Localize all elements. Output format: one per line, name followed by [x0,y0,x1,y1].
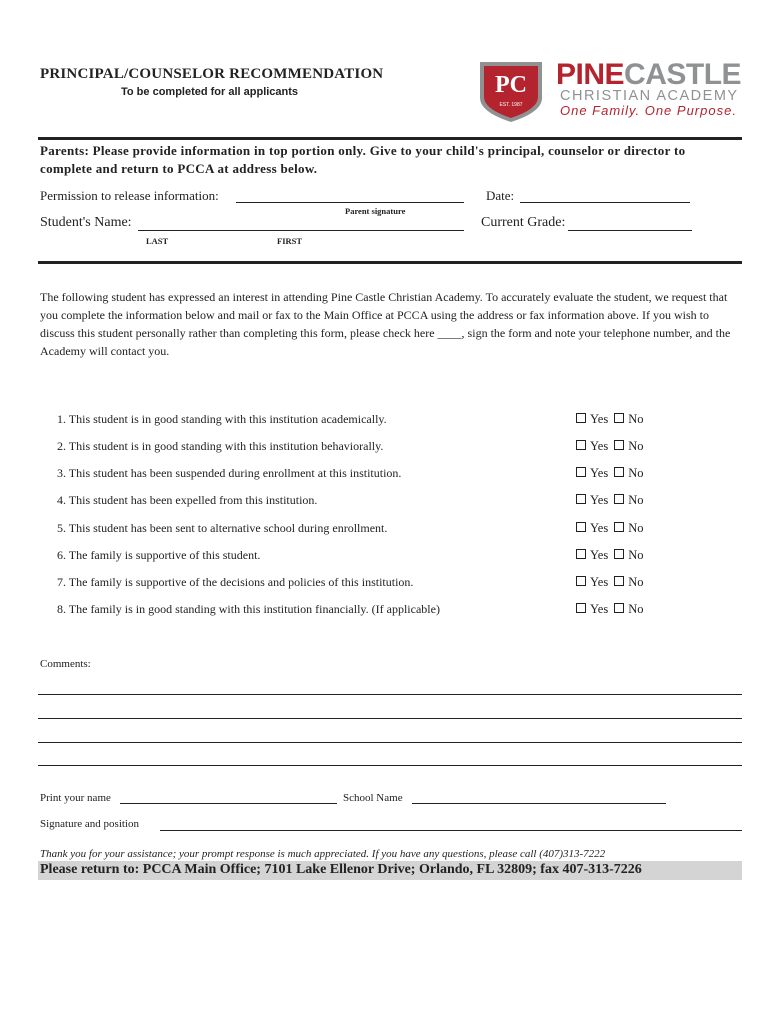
question-8-answer: Yes No [576,602,643,617]
comments-label: Comments: [40,658,91,670]
form-subtitle: To be completed for all applicants [121,86,299,98]
permission-label: Permission to release information: [40,188,219,203]
question-1-answer: Yes No [576,412,643,427]
date-label: Date: [486,188,515,203]
no-checkbox[interactable] [614,440,624,450]
yes-checkbox[interactable] [576,494,586,504]
student-name-field[interactable] [138,216,464,231]
comments-line-2[interactable] [38,718,742,719]
comments-line-1[interactable] [38,694,742,695]
date-field[interactable] [520,189,690,203]
yes-checkbox[interactable] [576,413,586,423]
signature-label: Signature and position [40,818,139,830]
question-3-answer: Yes No [576,466,643,481]
last-name-caption: LAST [146,236,169,246]
question-7: 7. The family is supportive of the decisions and policies of this institution. [57,575,414,589]
school-name-field[interactable] [412,792,666,804]
question-1: 1. This student is in good standing with this institution academically. [57,412,387,426]
question-2-answer: Yes No [576,439,643,454]
question-3: 3. This student has been suspended during enrollment at this institution. [57,466,402,480]
parent-signature-caption: Parent signature [345,206,406,216]
question-5: 5. This student has been sent to alternative school during enrollment. [57,521,388,535]
form-title: PRINCIPAL/COUNSELOR RECOMMENDATION [40,66,384,82]
question-8: 8. The family is in good standing with this institution financially. (If applicable) [57,602,440,616]
yes-checkbox[interactable] [576,576,586,586]
no-checkbox[interactable] [614,603,624,613]
question-4: 4. This student has been expelled from this institution. [57,493,318,507]
shield-emblem-icon [478,58,544,124]
thank-you-note: Thank you for your assistance; your prompt response is much appreciated. If you have any questions, please call (407)313-7222 [40,848,606,860]
yes-checkbox[interactable] [576,522,586,532]
yes-checkbox[interactable] [576,549,586,559]
question-2: 2. This student is in good standing with this institution behaviorally. [57,439,384,453]
question-5-answer: Yes No [576,521,643,536]
yes-checkbox[interactable] [576,440,586,450]
yes-checkbox[interactable] [576,603,586,613]
no-checkbox[interactable] [614,576,624,586]
current-grade-label: Current Grade: [481,215,566,230]
print-name-label: Print your name [40,792,111,804]
school-logo [478,58,744,124]
student-name-label: Student's Name: [40,215,132,230]
no-checkbox[interactable] [614,522,624,532]
no-checkbox[interactable] [614,413,624,423]
first-name-caption: FIRST [277,236,303,246]
logo-wordmark: PINECASTLE [556,58,742,91]
comments-line-3[interactable] [38,742,742,743]
question-4-answer: Yes No [576,493,643,508]
question-6: 6. The family is supportive of this student. [57,548,261,562]
no-checkbox[interactable] [614,467,624,477]
signature-position-field[interactable] [160,818,742,831]
no-checkbox[interactable] [614,549,624,559]
logo-subtitle: CHRISTIAN ACADEMY [560,88,739,104]
return-address: Please return to: PCCA Main Office; 7101 Lake Ellenor Drive; Orlando, FL 32809; fax 407-313-7226 [40,862,642,877]
print-name-field[interactable] [120,792,337,804]
logo-est: EST. 1987 [499,102,523,108]
logo-monogram: PC [495,72,527,98]
question-7-answer: Yes No [576,575,643,590]
current-grade-field[interactable] [568,216,692,231]
divider [38,261,742,264]
divider [38,137,742,140]
logo-tagline: One Family. One Purpose. [560,103,737,118]
intro-paragraph: The following student has expressed an interest in attending Pine Castle Christian Academy. To accurately evaluate the student, we request that you complete the information below and mail or fax to the Main Office at PCCA using the address or fax information above. If you wish to discuss this student personally rather than completing this form, please check here ____, sign the form and note your telephone number, and the Academy will contact you. [40,290,731,358]
comments-line-4[interactable] [38,765,742,766]
parents-instructions: Parents: Please provide information in top portion only. Give to your child's principal, counselor or director to complete and return to PCCA at address below. [40,143,686,176]
no-checkbox[interactable] [614,494,624,504]
yes-checkbox[interactable] [576,467,586,477]
parent-signature-field[interactable] [236,189,464,203]
question-6-answer: Yes No [576,548,643,563]
school-name-label: School Name [343,792,403,804]
